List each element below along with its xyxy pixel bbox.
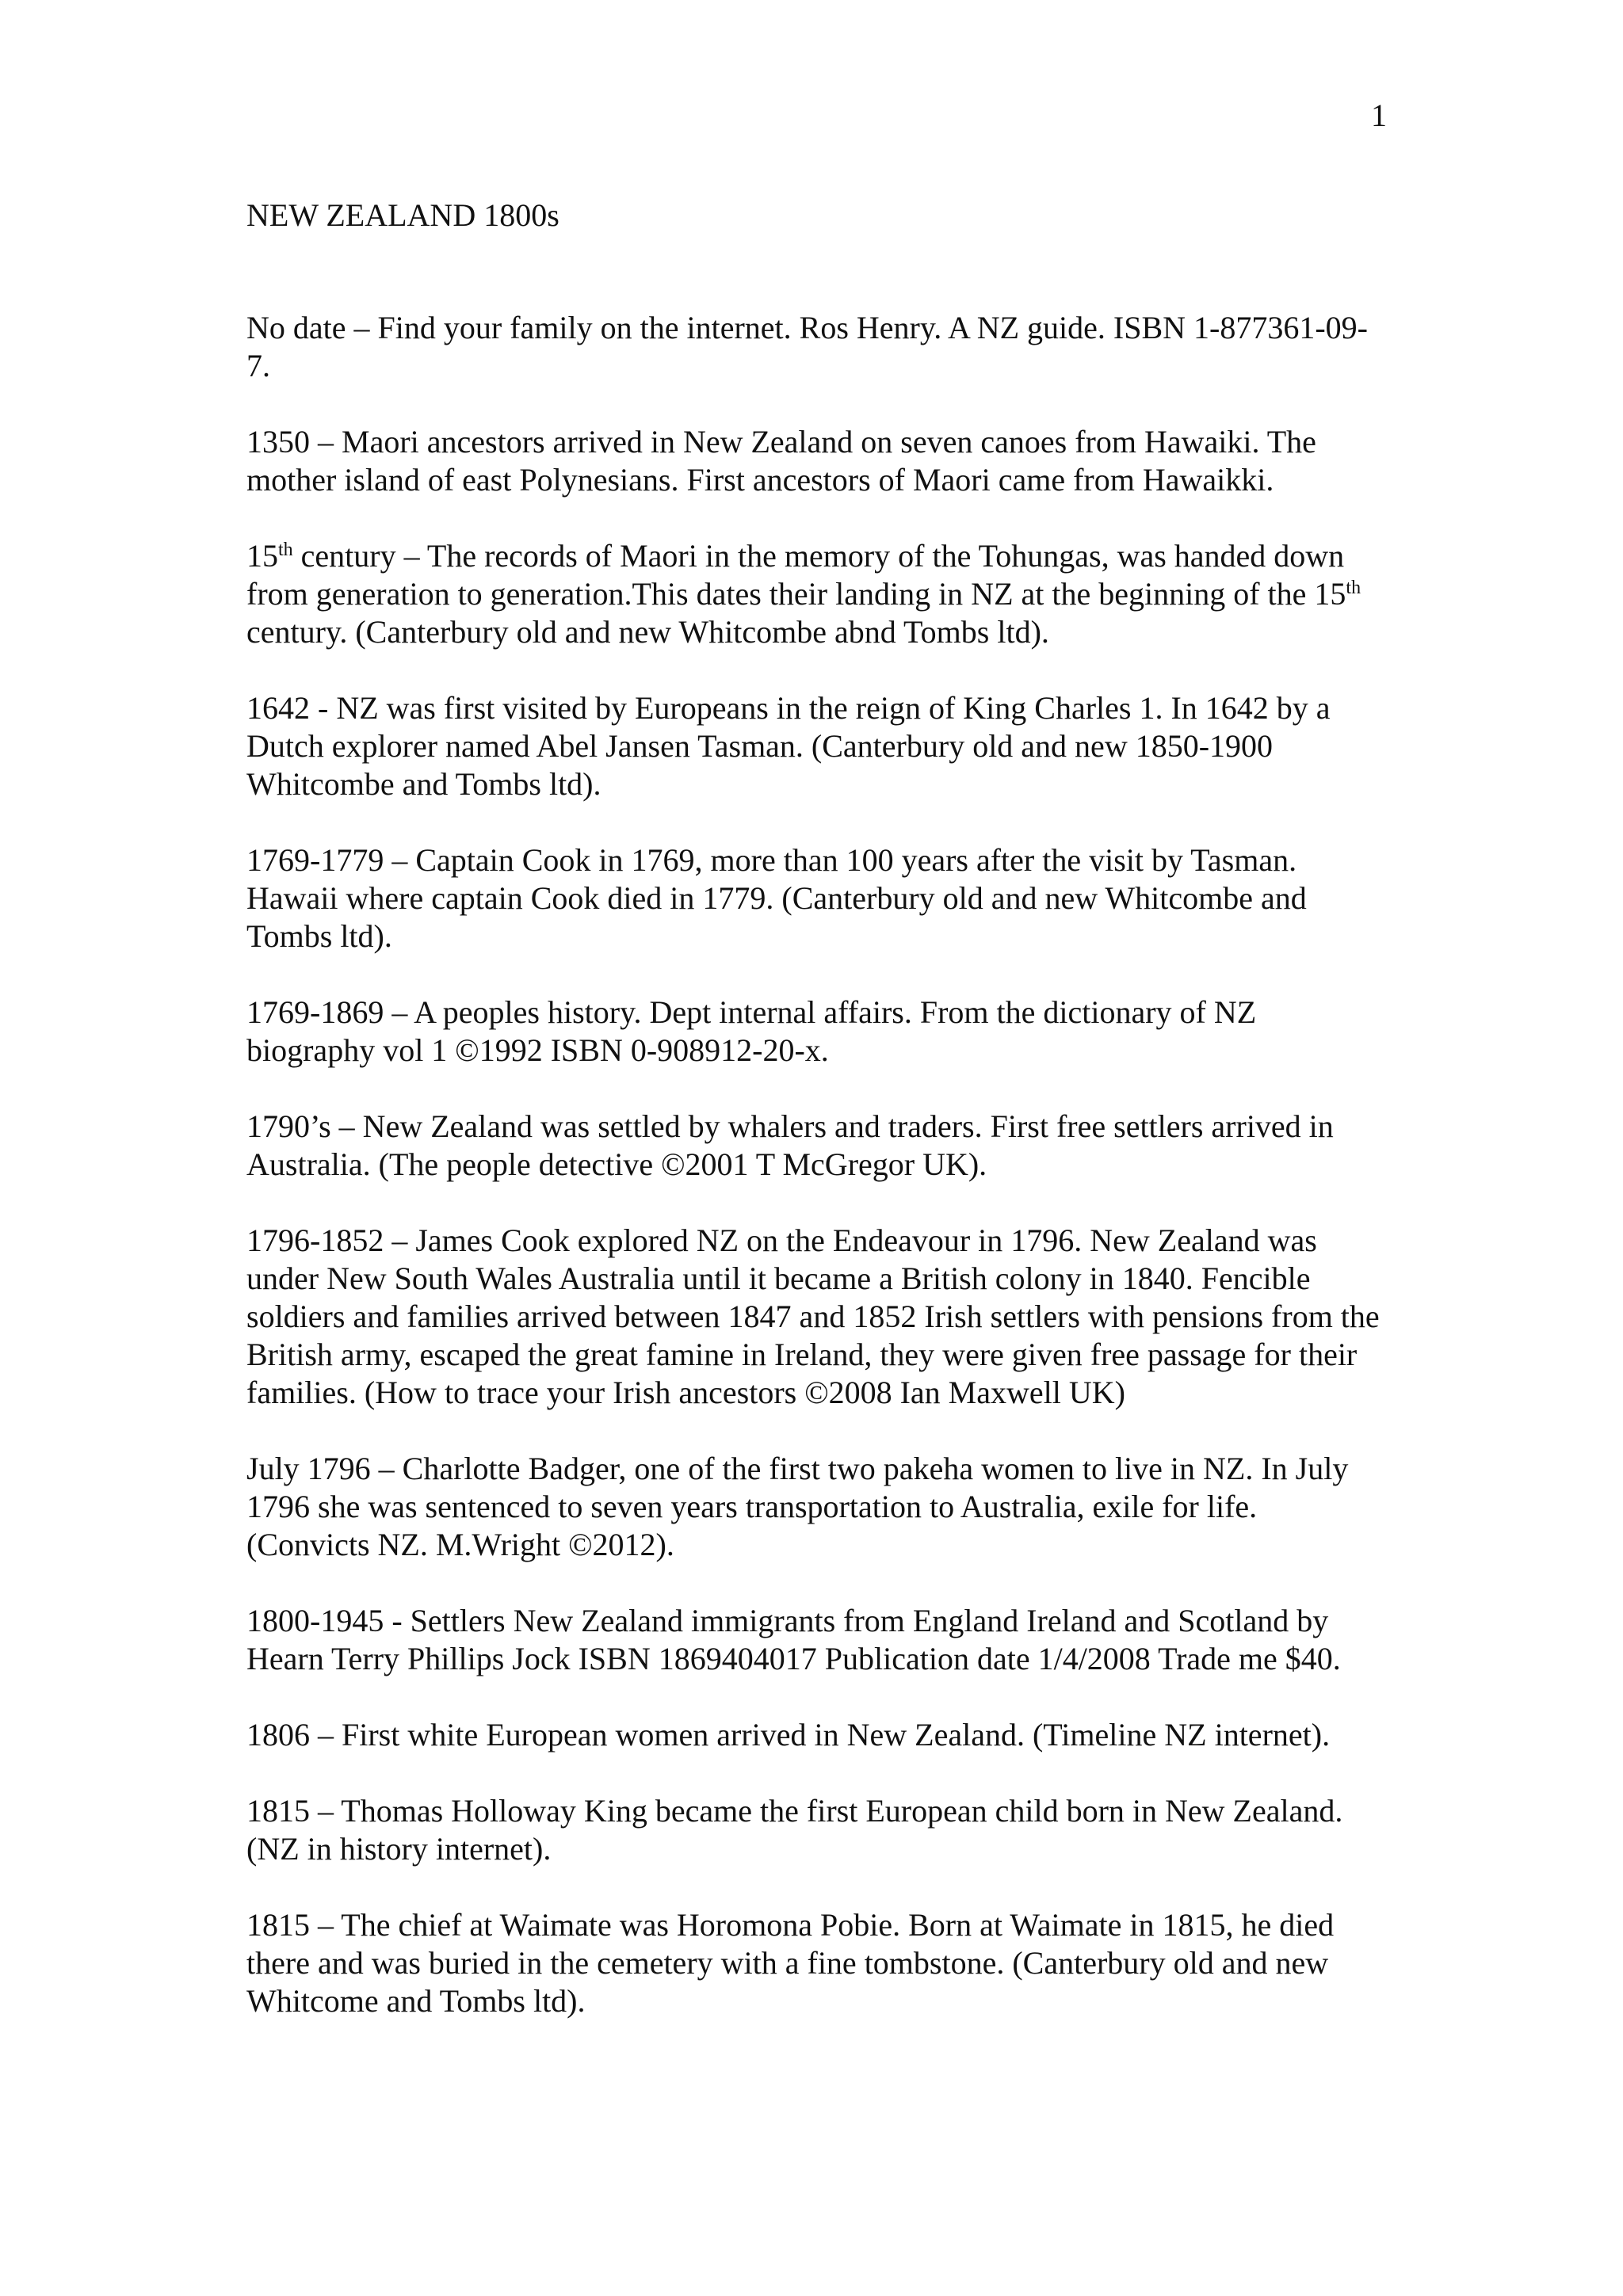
timeline-entry-july-1796: July 1796 – Charlotte Badger, one of the first two pakeha women to live in NZ. In July 1796 she was sentenced to seven years transportation to Australia, exile for life. (Convicts NZ. M.Wright ©2012).: [246, 1451, 1349, 1562]
page-number: 1: [1371, 97, 1387, 133]
timeline-entry-no-date: No date – Find your family on the internet. Ros Henry. A NZ guide. ISBN 1-877361-09-7.: [246, 310, 1368, 383]
entry-text-part: century – The records of Maori in the memory of the Tohungas, was handed down from generation to generation.This dates their landing in NZ at the beginning of the 15: [246, 538, 1346, 612]
timeline-entry-15th-century: [246, 537, 1388, 651]
timeline-entry-1769-1869: 1769-1869 – A peoples history. Dept internal affairs. From the dictionary of NZ biography vol 1 ©1992 ISBN 0-908912-20-x.: [246, 994, 1257, 1068]
timeline-entry-1790s: 1790’s – New Zealand was settled by whalers and traders. First free settlers arrived in Australia. (The people detective ©2001 T McGregor UK).: [246, 1108, 1334, 1182]
timeline-entry-1815-king: 1815 – Thomas Holloway King became the first European child born in New Zealand. (NZ in history internet).: [246, 1793, 1343, 1867]
document-title: NEW ZEALAND 1800s: [246, 197, 559, 233]
ordinal-suffix: th: [1346, 578, 1361, 598]
timeline-entry-1800-1945: 1800-1945 - Settlers New Zealand immigrants from England Ireland and Scotland by Hearn Terry Phillips Jock ISBN 1869404017 Publication date 1/4/2008 Trade me $40.: [246, 1603, 1341, 1676]
timeline-entry-1815-pobie: 1815 – The chief at Waimate was Horomona Pobie. Born at Waimate in 1815, he died there and was buried in the cemetery with a fine tombstone. (Canterbury old and new Whitcome and Tombs ltd).: [246, 1907, 1335, 2019]
entry-text-part: 15: [246, 538, 278, 574]
timeline-entry-1796-1852: 1796-1852 – James Cook explored NZ on the Endeavour in 1796. New Zealand was under New South Wales Australia until it became a British colony in 1840. Fencible soldiers and families arrived between 1847 and 1852 Irish settlers with pensions from the British army, escaped the great famine in Ireland, they were given free passage for their families. (How to trace your Irish ancestors ©2008 Ian Maxwell UK): [246, 1222, 1380, 1410]
ordinal-suffix: th: [278, 540, 293, 560]
entry-text-part: century. (Canterbury old and new Whitcombe abnd Tombs ltd).: [246, 614, 1049, 650]
timeline-entry-1769-1779: 1769-1779 – Captain Cook in 1769, more than 100 years after the visit by Tasman. Hawaii where captain Cook died in 1779. (Canterbury old and new Whitcombe and Tombs ltd).: [246, 842, 1307, 954]
timeline-entry-1806: 1806 – First white European women arrived in New Zealand. (Timeline NZ internet).: [246, 1717, 1331, 1753]
timeline-entry-1642: 1642 - NZ was first visited by Europeans in the reign of King Charles 1. In 1642 by a Dutch explorer named Abel Jansen Tasman. (Canterbury old and new 1850-1900 Whitcombe and Tombs ltd).: [246, 690, 1331, 802]
timeline-entries: [246, 309, 1388, 2058]
timeline-entry-1350: 1350 – Maori ancestors arrived in New Zealand on seven canoes from Hawaiki. The mother island of east Polynesians. First ancestors of Maori came from Hawaikki.: [246, 424, 1316, 498]
